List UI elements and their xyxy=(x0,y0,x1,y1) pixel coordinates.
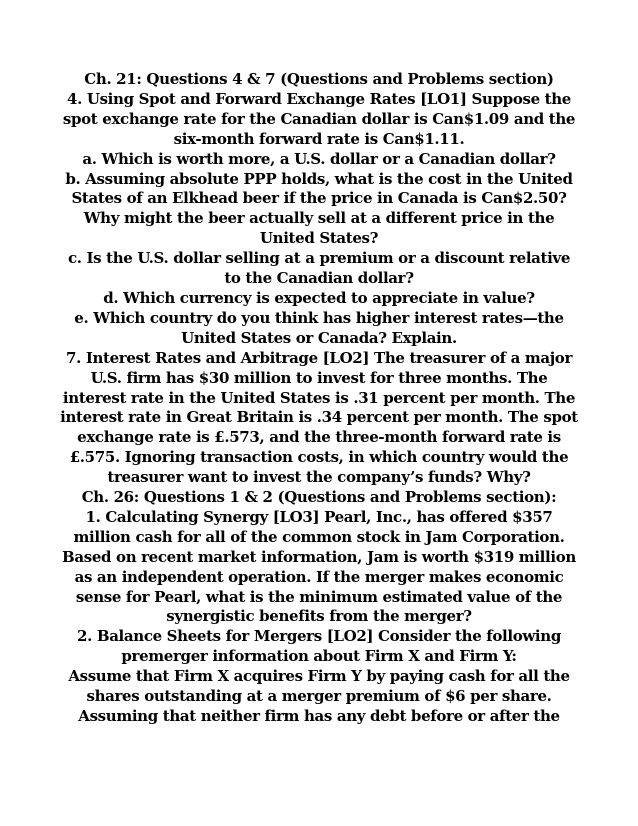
question-1-line: 1. Calculating Synergy [LO3] Pearl, Inc., has offered $357 xyxy=(85,507,553,526)
question-7-line: treasurer want to invest the company’s funds? Why? xyxy=(107,468,531,487)
question-7-line: 7. Interest Rates and Arbitrage [LO2] The treasurer of a major xyxy=(65,348,573,367)
question-2-line: Assuming that neither firm has any debt before or after the xyxy=(78,707,560,725)
chapter-26-heading: Ch. 26: Questions 1 & 2 (Questions and Problems section): xyxy=(81,488,557,507)
document-body xyxy=(60,70,578,727)
question-1-line: as an independent operation. If the merger makes economic xyxy=(74,567,564,586)
question-4e-line: United States or Canada? Explain. xyxy=(181,328,457,347)
question-4b-line: b. Assuming absolute PPP holds, what is the cost in the United xyxy=(65,169,573,188)
question-4c-line: c. Is the U.S. dollar selling at a premium or a discount relative xyxy=(67,249,571,268)
question-4d-line: d. Which currency is expected to appreciate in value? xyxy=(103,288,535,307)
question-7-line: U.S. firm has $30 million to invest for three months. The xyxy=(90,368,548,387)
question-1-line: sense for Pearl, what is the minimum estimated value of the xyxy=(75,587,563,606)
question-2-line: Assume that Firm X acquires Firm Y by paying cash for all the xyxy=(68,667,570,686)
question-7-line: £.575. Ignoring transaction costs, in which country would the xyxy=(69,448,569,467)
question-4b-line: Why might the beer actually sell at a different price in the xyxy=(83,209,555,228)
question-4a-line: a. Which is worth more, a U.S. dollar or a Canadian dollar? xyxy=(82,149,556,168)
question-7-line: interest rate in the United States is .31 percent per month. The xyxy=(62,388,576,407)
chapter-21-heading: Ch. 21: Questions 4 & 7 (Questions and Problems section) xyxy=(84,70,554,88)
question-4-line: six-month forward rate is Can$1.11. xyxy=(173,129,465,148)
question-4-line: spot exchange rate for the Canadian dollar is Can$1.09 and the xyxy=(62,109,576,128)
question-4-line: 4. Using Spot and Forward Exchange Rates [LO1] Suppose the xyxy=(67,89,571,108)
question-2-line: 2. Balance Sheets for Mergers [LO2] Consider the following xyxy=(77,627,561,646)
question-7-line: interest rate in Great Britain is .34 percent per month. The spot xyxy=(60,408,578,427)
question-2-line: premerger information about Firm X and Firm Y: xyxy=(121,647,517,666)
question-2-line: shares outstanding at a merger premium of $6 per share. xyxy=(86,687,552,706)
question-1-line: million cash for all of the common stock in Jam Corporation. xyxy=(73,527,565,546)
question-1-line: synergistic benefits from the merger? xyxy=(166,607,472,626)
question-4c-line: to the Canadian dollar? xyxy=(224,269,414,288)
question-4b-line: States of an Elkhead beer if the price in Canada is Can$2.50? xyxy=(71,189,567,208)
question-4b-line: United States? xyxy=(259,229,379,248)
question-7-line: exchange rate is £.573, and the three-month forward rate is xyxy=(77,428,561,447)
question-4e-line: e. Which country do you think has higher interest rates—the xyxy=(74,308,564,327)
question-1-line: Based on recent market information, Jam is worth $319 million xyxy=(62,547,576,566)
